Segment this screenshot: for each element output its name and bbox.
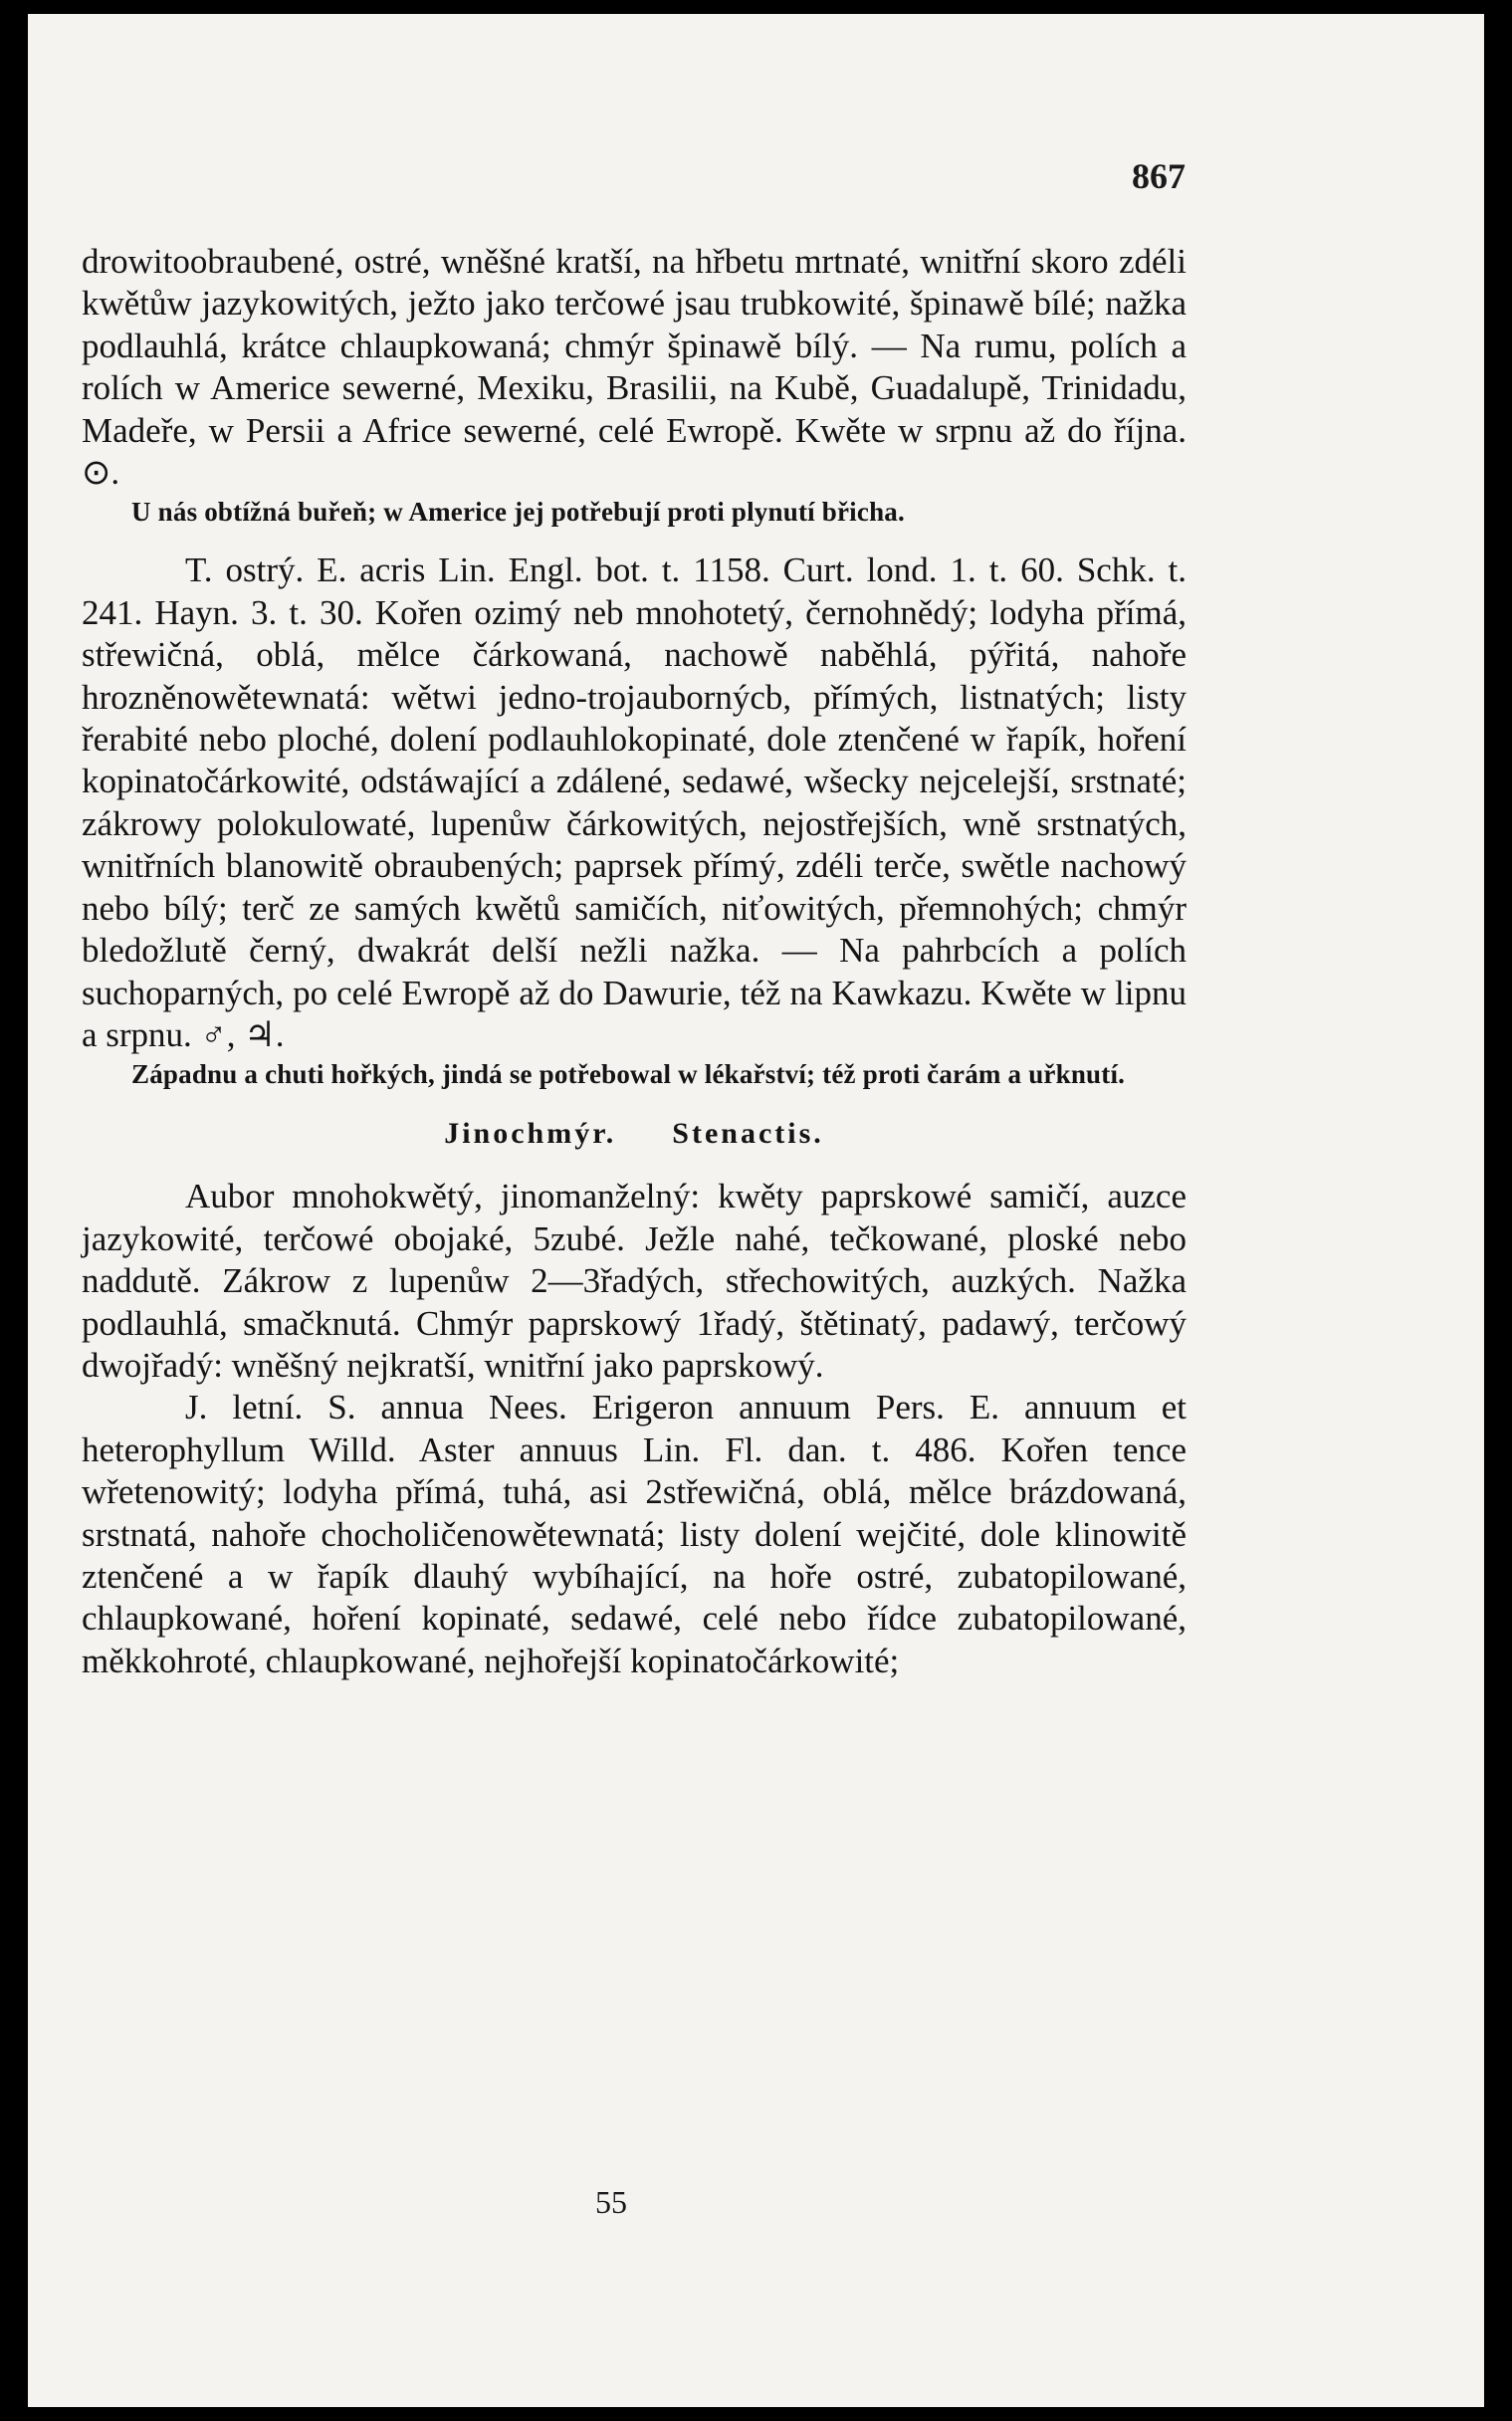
page-body xyxy=(82,241,1187,1682)
spacer xyxy=(82,1156,1187,1176)
footnote-paragraph: U nás obtížná buřeň; w Americe jej potřebují proti plynutí břicha. xyxy=(131,497,905,528)
text-paragraph: drowitoobraubené, ostré, wněšné kratší, na hřbetu mrtnaté, wnitřní skoro zdéli kwětůw jazykowitých, ježto jako terčowé jsau trubkowité, špinawě bílé; nažka podlauhlá, krátce chlaupkowaná; chmýr špinawě bílý. — Na rumu, polích a rolích w Americe sewerné, Mexiku, Brasilii, na Kubě, Guadalupě, Trinidadu, Madeře, w Persii a Africe sewerné, celé Ewropě. Kwěte w srpnu až do října. ⊙. xyxy=(82,242,1187,493)
text-paragraph: Aubor mnohokwětý, jinomanželný: kwěty paprskowé samičí, auzce jazykowité, terčowé obojaké, 5zubé. Ježle nahé, tečkowané, ploské nebo naddutě. Zákrow z lupenůw 2—3řadých, střechowitých, auzkých. Nažka podlauhlá, smačknutá. Chmýr paprskowý 1řadý, štětinatý, padawý, terčowý dwojřadý: wněšný nejkratší, wnitřní jako paprskowý. xyxy=(82,1177,1187,1385)
signature-mark: 55 xyxy=(595,2184,627,2220)
genus-heading-czech: Jinochmýr. xyxy=(444,1117,617,1151)
text-paragraph: J. letní. S. annua Nees. Erigeron annuum Pers. E. annuum et heterophyllum Willd. Aster annuus Lin. Fl. dan. t. 486. Kořen tence wřetenowitý; lodyha přímá, tuhá, asi 2střewičná, oblá, mělce brázdowaná, srstnatá, nahoře chocholičenowětewnatá; listy dolení wejčité, dole klinowitě ztenčené a w řapík dlauhý wybíhající, na hoře ostré, zubatopilowané, chlaupkowané, hoření kopinaté, sedawé, celé nebo řídce zubatopilowané, měkkohroté, chlaupkowané, nejhořejší kopinatočárkowité; xyxy=(82,1388,1187,1680)
genus-heading xyxy=(82,1112,1187,1156)
footnote-paragraph: Západnu a chuti hořkých, jindá se potřebowal w lékařství; též proti čarám a uřknutí. xyxy=(131,1059,1126,1090)
book-page xyxy=(28,14,1484,2407)
spacer xyxy=(82,530,1187,550)
page-number: 867 xyxy=(1132,156,1186,196)
genus-heading-latin: Stenactis. xyxy=(672,1117,824,1151)
spacer xyxy=(82,1092,1187,1112)
text-paragraph: T. ostrý. E. acris Lin. Engl. bot. t. 1158. Curt. lond. 1. t. 60. Schk. t. 241. Hayn. 3. t. 30. Kořen ozimý neb mnohotetý, černohnědý; lodyha přímá, střewičná, oblá, mělce čárkowaná, nachowě naběhlá, pýřitá, nahoře hrozněnowětewnatá: wětwi jedno-trojaubornýcb, přímých, listnatých; listy řerabité nebo ploché, dolení podlauhlokopinaté, dole ztenčené w řapík, hoření kopinatočárkowité, odstáwající a zdálené, sedawé, wšecky nejcelejší, srstnaté; zákrowy polokulowaté, lupenůw čárkowitých, nejostřejších, wně srstnatých, wnitřních blanowitě obraubených; paprsek přímý, zdéli terče, swětle nachowý nebo bílý; terč ze samých kwětů samičích, niťowitých, přemnohých; chmýr bledožlutě černý, dwakrát delší nežli nažka. — Na pahrbcích a polích suchoparných, po celé Ewropě až do Dawurie, též na Kawkazu. Kwěte w lipnu a srpnu. ♂, ♃. xyxy=(82,550,1187,1054)
